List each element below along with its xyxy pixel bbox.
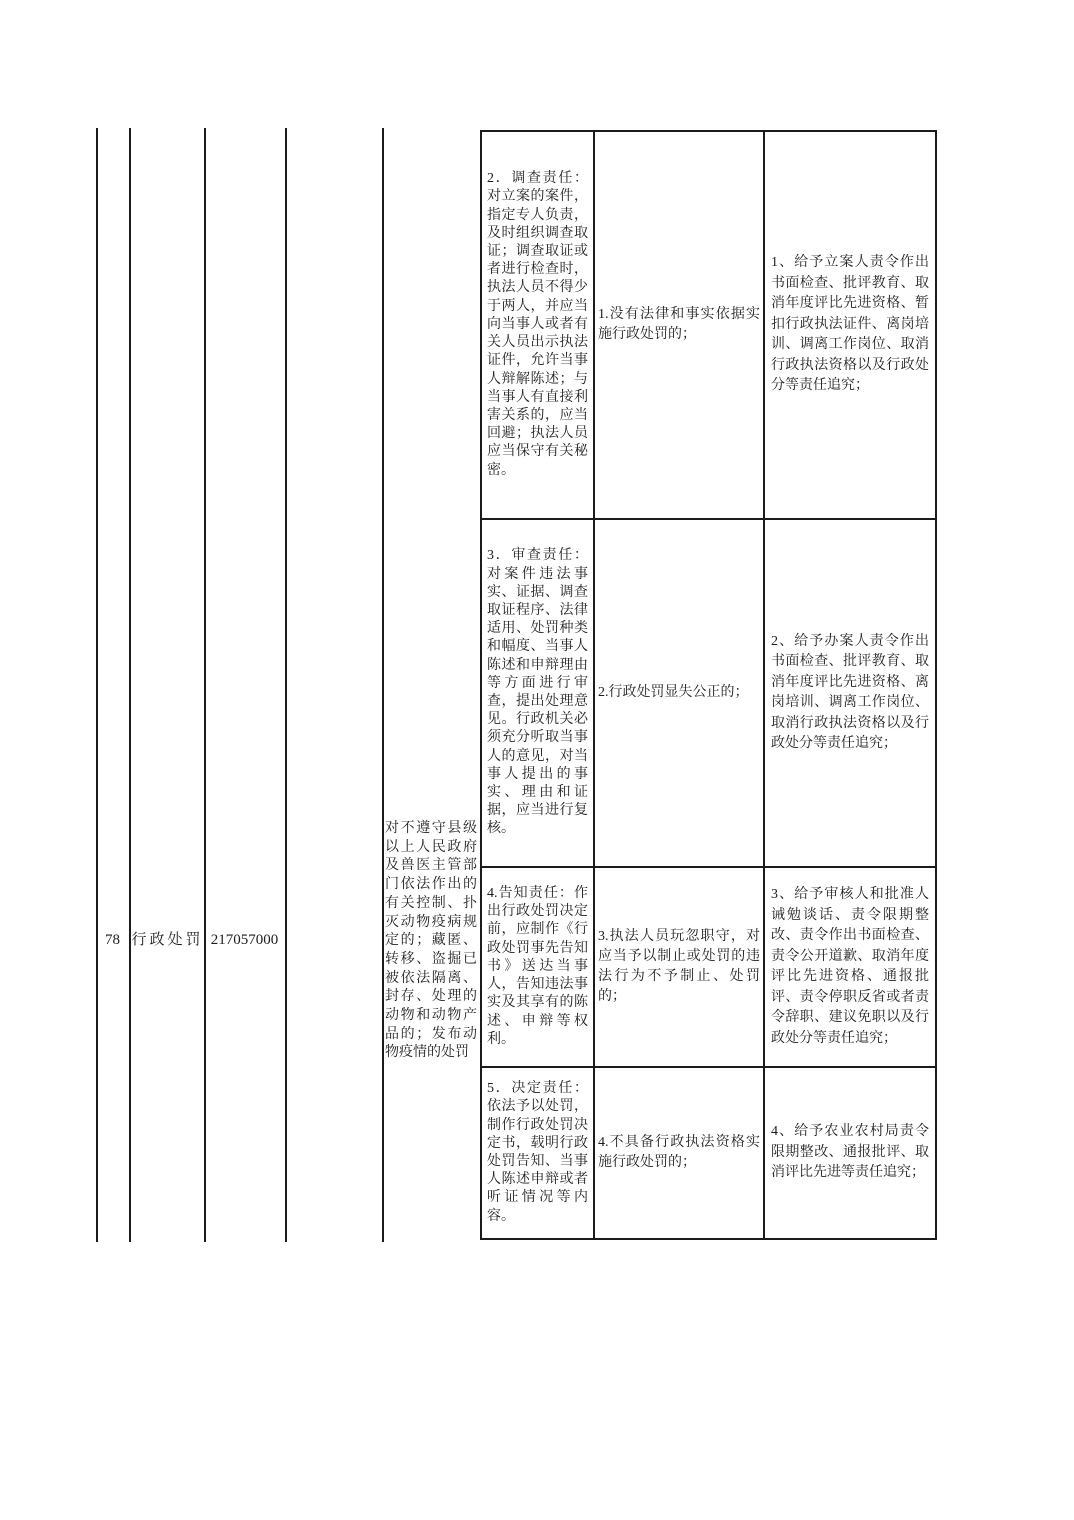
column-rule — [96, 128, 98, 1242]
violation-text: 1.没有法律和事实依据实施行政处罚的； — [598, 307, 760, 342]
consequence-text: 1、给予立案人责令作出书面检查、批评教育、取消年度评比先进资格、暂扣行政执法证件、离岗培训、调离工作岗位、取消行政执法资格以及行政处分等责任追究； — [771, 255, 929, 394]
violation-text: 2.行政处罚显失公正的； — [598, 685, 749, 700]
power-matter-text: 对不遵守县级以上人民政府及兽医主管部门依法作出的有关控制、扑灭动物疫病规定的；藏匿、转移、盗掘已被依法隔离、封存、处理的动物和动物产品的；发布动物疫情的处罚 — [385, 821, 477, 1061]
violation-text: 4.不具备行政执法资格实施行政处罚的； — [598, 1135, 760, 1170]
consequence-text: 2、给予办案人责令作出书面检查、批评教育、取消年度评比先进资格、离岗培训、调离工作岗位、取消行政执法资格以及行政处分等责任追究； — [771, 633, 929, 751]
column-rule — [129, 128, 131, 1242]
duty-cell — [482, 520, 595, 868]
consequence-text: 4、给予农业农村局责令限期整改、通报批评、取消评比先进等责任追究； — [771, 1124, 929, 1181]
duty-text: 3．审查责任：对案件违法事实、证据、调查取证程序、法律适用、处罚种类和幅度、当事人陈述和申辩理由等方面进行审查，提出处理意见。行政机关必须充分听取当事人的意见，对当事人提出的事实、理由和证据，应当进行复核。 — [487, 548, 588, 837]
consequence-cell — [765, 868, 935, 1068]
column-rule — [382, 128, 384, 1242]
violation-cell — [595, 132, 765, 520]
consequence-cell — [765, 1068, 935, 1238]
duty-text: 5．决定责任：依法予以处罚，制作行政处罚决定书，载明行政处罚告知、当事人陈述申辩或者听证情况等内容。 — [487, 1081, 588, 1224]
power-category: 行政处罚 — [131, 932, 204, 948]
consequence-cell — [765, 520, 935, 868]
duty-text: 4.告知责任：作出行政处罚决定前，应制作《行政处罚事先告知书》送达当事人，告知违法事实及其享有的陈述、申辩等权利。 — [487, 886, 588, 1047]
column-rule — [285, 128, 287, 1242]
duty-cell — [482, 1068, 595, 1238]
power-code: 217057000 — [210, 932, 279, 948]
consequence-text: 3、给予审核人和批准人诫勉谈话、责令限期整改、责令作出书面检查、责令公开道歉、取消年度评比先进资格、通报批评、责令停职反省或者责令辞职、建议免职以及行政处分等责任追究； — [771, 887, 929, 1046]
duty-cell — [482, 132, 595, 520]
row-index: 78 — [105, 932, 120, 948]
duty-cell — [482, 868, 595, 1068]
responsibility-table — [480, 130, 937, 1240]
violation-text: 3.执法人员玩忽职守，对应当予以制止或处罚的违法行为不予制止、处罚的； — [598, 929, 760, 1004]
violation-cell — [595, 868, 765, 1068]
column-rule — [204, 128, 206, 1242]
violation-cell — [595, 520, 765, 868]
duty-text: 2．调查责任：对立案的案件，指定专人负责，及时组织调查取证；调查取证或者进行检查时，执法人员不得少于两人，并应当向当事人或者有关人员出示执法证件，允许当事人辩解陈述；与当事人有直接利害关系的，应当回避；执法人员应当保守有关秘密。 — [487, 171, 588, 478]
violation-cell — [595, 1068, 765, 1238]
consequence-cell — [765, 132, 935, 520]
